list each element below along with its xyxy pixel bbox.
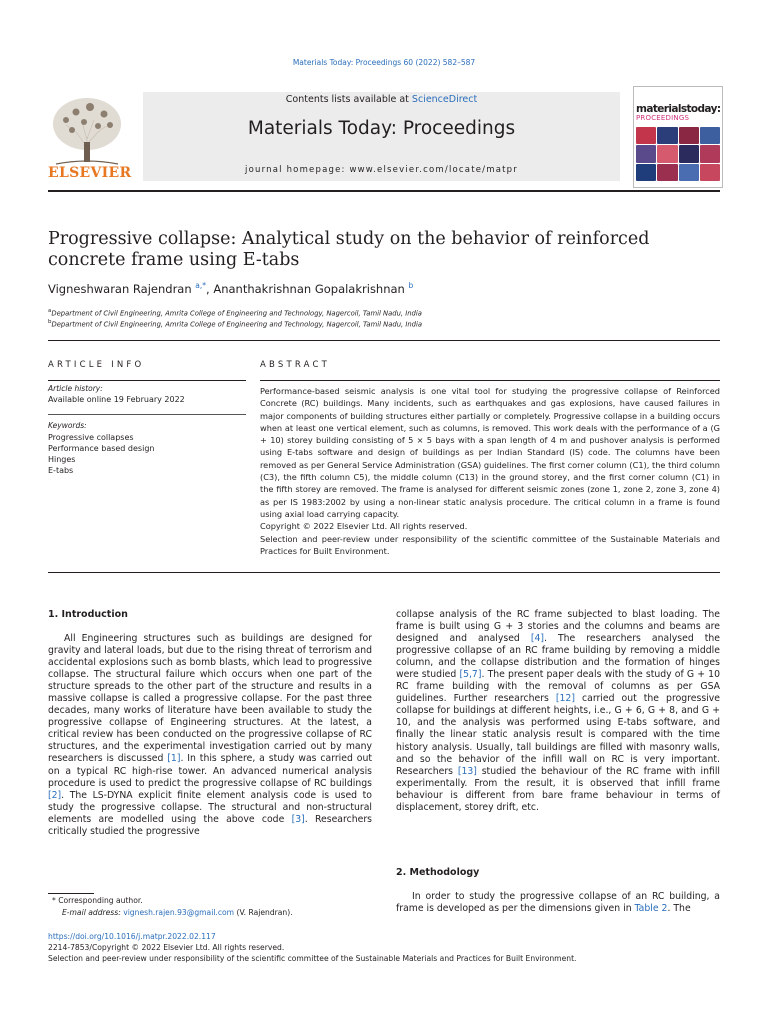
keywords-label: Keywords: [48,421,87,430]
affiliation-a-label: a [48,308,52,314]
citation-link[interactable]: [3] [291,813,305,825]
intro-text: carried out the progressive collapse for buildings at different heights, i.e., G + 6, G + 8, and G + 10, and the analysis was performed using E-tabs software, and finally the linear static analysis result is compared with the time history analysis. Usually, tall buildings are filled with masonry walls, and so the behavior of the infill wall on RC is very important. Researchers [396,693,720,777]
abstract-heading: ABSTRACT [260,360,331,370]
abstract-selection: Selection and peer-review under responsibility of the scientific committee of the Sustainable Materials and Practices for Built Environment. [260,533,720,556]
citation-link[interactable]: [13] [457,765,477,777]
author-1: Vigneshwaran Rajendran [48,281,192,296]
paper-title: Progressive collapse: Analytical study on the behavior of reinforced concrete frame using E-tabs [48,229,650,270]
author-2-affiliation-link[interactable]: b [408,281,414,290]
abstract-text: Performance-based seismic analysis is one vital tool for studying the progressive collapse of Reinforced Concrete (RC) buildings. Many incidents, such as earthquakes and gas explosions, have caused failures in major components of building structures either partially or completely. Progressive collapse in a building occurs when at least one vertical element, such as columns, is removed. This work deals with the performance of a (G + 10) storey building consisting of 5 × 5 bays with a span length of 4 m and pushover analysis is performed using E-tabs software and design of buildings as per Indian Standard (IS) code. The columns have been removed as per General Service Administration (GSA) guidelines. The first corner column (C1), the third column (C3), the fifth column C5), the middle column (C13) in the ground storey, and the first corner column (C1) in the fifth storey are removed. The frame is analysed for different seismic zones (zone 1, zone 2, zone 3, zone 4) as per IS 1983:2002 by using a non-linear static analysis procedure. The critical column in a frame is found using axial load carrying capacity. [260,386,720,519]
email-label: E-mail address: [62,908,124,917]
header-rule [48,190,720,192]
methodology-heading: 2. Methodology [396,867,480,878]
intro-text: . Researchers critically studied the progressive [48,813,372,837]
article-history-value: Available online 19 February 2022 [48,395,185,404]
intro-text: . The present paper deals with the study of G + 10 RC frame building with the removal of columns as per GSA guidelines. Further researchers [396,669,720,705]
abstract-bottom-rule [48,572,720,573]
keyword-item: Progressive collapses [48,433,134,442]
body-right-column [396,609,720,814]
email-link[interactable]: vignesh.rajen.93@gmail.com [123,908,235,917]
introduction-paragraph-continued [396,609,720,814]
author-line [48,281,413,296]
citation-link[interactable]: [5,7] [459,669,482,681]
article-info-rule [48,380,246,381]
intro-text: All Engineering structures such as buildings are designed for gravity and lateral loads, but due to the rising threat of terrorism and accidental explosions such as bomb blasts, which lead to progressive collapse. The structural failure which occurs when one part of the structure spreads to the other part of the structure and results in a massive collapse is called a progressive collapse. For the past three decades, many works of literature have been available to study the progressive collapse of Engineering structures. At the latest, a critical review has been conducted on the progressive collapse of RC structures, and the experimental investigation carried out by many researchers is discussed [48,633,372,765]
keyword-item: Hinges [48,455,76,464]
cover-brand: materialstoday: [636,103,721,115]
table-link[interactable]: Table 2 [634,903,668,915]
homepage-url-link[interactable]: www.elsevier.com/locate/matpr [349,165,518,175]
intro-text: . In this sphere, a study was carried out on a typical RC high-rise tower. An advanced numerical analysis procedure is used to predict the progressive collapse of RC buildings [48,753,372,789]
method-text: In order to study the progressive collapse of an RC building, a frame is developed as per the dimensions given in [396,891,720,915]
selection-note: Selection and peer-review under responsibility of the scientific committee of the Sustainable Materials and Practices for Built Environment. [48,954,577,963]
intro-text: . The researchers analysed the progressive collapse of an RC frame building by removing a middle column, and the collapse distribution and the formation of hinges were studied [396,633,721,681]
affiliation-b-text: Department of Civil Engineering, Amrita College of Engineering and Technology, Nagercoil, Tamil Nadu, India [51,320,423,329]
footnote-rule [48,893,94,894]
introduction-heading: 1. Introduction [48,609,128,620]
contents-prefix: Contents lists available at [285,94,412,105]
article-history-label: Article history: [48,384,103,393]
email-note [62,908,293,917]
article-info-heading: ARTICLE INFO [48,360,145,370]
intro-text: . The LS-DYNA explicit finite element analysis code is used to study the progressive collapse. The structural and non-structural elements are modelled using the above code [48,789,372,825]
keywords-list [48,432,154,476]
citation-link[interactable]: [2] [48,789,62,801]
affiliation-rule [48,340,720,341]
affiliation-a-text: Department of Civil Engineering, Amrita College of Engineering and Technology, Nagercoil, Tamil Nadu, India [51,309,422,318]
abstract-rule [260,380,720,381]
affiliation-a [48,308,422,317]
citation-link[interactable]: [1] [167,753,181,765]
body-left-column [48,633,372,838]
sciencedirect-link[interactable]: ScienceDirect [411,94,478,105]
homepage-prefix: journal homepage: [245,165,350,175]
citation-link[interactable]: [4] [530,633,545,645]
citation-link[interactable]: [12] [555,693,575,705]
corresponding-mark: * [52,896,56,905]
journal-reference-link[interactable]: Materials Today: Proceedings 60 (2022) 582–587 [292,58,476,67]
cover-image-grid [636,127,720,181]
journal-homepage [143,165,620,175]
contents-available-line [143,94,620,105]
journal-title: Materials Today: Proceedings [247,118,516,139]
corresponding-text: Corresponding author. [55,896,143,905]
author-separator: , [206,281,214,296]
keyword-item: Performance based design [48,444,155,453]
email-suffix: (V. Rajendran). [234,908,293,917]
cover-brand-sub: PROCEEDINGS [636,114,690,122]
elsevier-wordmark: ELSEVIER [48,165,132,181]
intro-text: collapse analysis of the RC frame subjected to blast loading. The frame is built using G + 3 stories and the columns and beams are designed and analysed [396,609,720,645]
author-2: Ananthakrishnan Gopalakrishnan [213,281,405,296]
author-1-affiliation-link[interactable]: a,* [195,281,207,290]
keyword-item: E-tabs [48,466,74,475]
affiliation-b-label: b [48,319,52,325]
doi-link[interactable]: https://doi.org/10.1016/j.matpr.2022.02.117 [48,932,216,941]
abstract-body [260,385,720,557]
methodology-text [396,891,720,915]
affiliation-b [48,319,422,328]
issn-copyright-line: 2214-7853/Copyright © 2022 Elsevier Ltd. All rights reserved. [48,943,285,952]
method-text: . The [667,903,691,915]
methodology-paragraph [396,891,720,915]
journal-cover-thumbnail[interactable] [633,86,723,188]
corresponding-author-note [52,896,143,905]
abstract-copyright: Copyright © 2022 Elsevier Ltd. All rights reserved. [260,521,468,532]
keywords-rule [48,414,246,415]
introduction-paragraph [48,633,372,838]
intro-text: studied the behaviour of the RC frame with infill experimentally. From the result, it is observed that infill frame behaviour is different from bare frame behaviour in terms of displacement, storey drift, etc. [396,765,720,813]
